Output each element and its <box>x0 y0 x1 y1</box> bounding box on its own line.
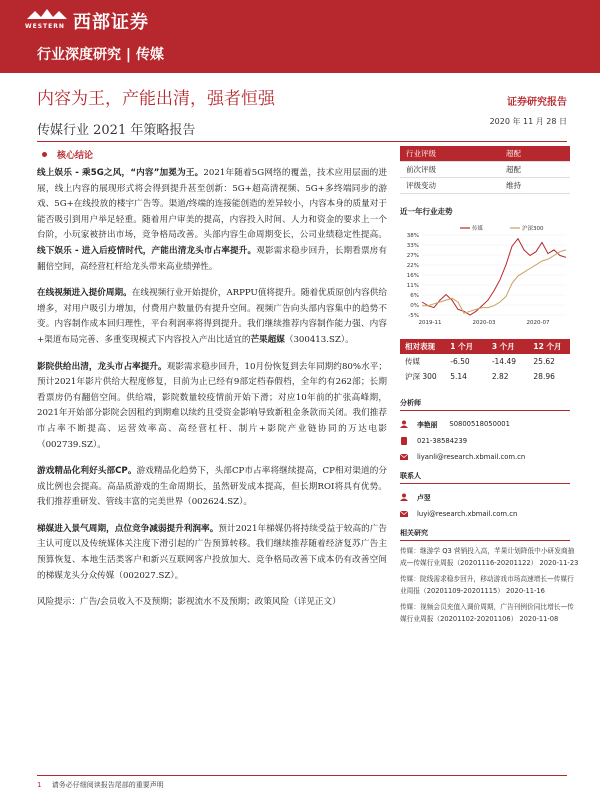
analyst-name: 李艳丽 <box>417 421 438 429</box>
related-divider <box>400 540 570 541</box>
report-category: 行业深度研究 | 传媒 <box>37 47 164 63</box>
related-report-item[interactable]: 传媒：院线需求稳步回升，移动游戏市场高速增长—传媒行业周报（20201109-20201115） 2020-11-16 <box>400 575 574 595</box>
brand-logo <box>25 7 185 33</box>
core-heading: 核心结论 <box>37 148 387 161</box>
bullet-icon <box>42 152 47 157</box>
legend-label: 沪深300 <box>522 226 544 232</box>
report-subtitle: 传媒行业 2021 年策略报告 <box>37 123 196 138</box>
contact-name: 卢翌 <box>417 494 431 502</box>
paragraph-online-video: 在线视频进入提价周期。在线视频行业开始提价，ARPPU值将提升。随着优质原创内容供给增多，对用户吸引力增加，付费用户数量仍有提升空间。视频广告向头部内容集中的趋势不变。内容制作成本回归理性，平台利润率将得到提升。我们继续推荐内容制作能力强、内容+渠道布局完善、多重变现模式下内容投入产出比适宜的芒果超媒（300413.SZ）。 <box>37 288 387 345</box>
report-date: 2020 年 11 月 28 日 <box>489 117 567 126</box>
paragraph-online-entertainment: 线上娱乐 - 乘5G之风，“内容”加冕为王。2021年随着5G网络的覆盖，技术应用层面的进展，线上内容的展现形式将会得到提升甚至创新：5G+超高清视频、5G+多终端同步的游戏、5G+在线投放的楼宇广告等。渠道/终端的连接能创造的差异较小，内容本身的质量对于能否吸引到用户举足轻重。随着用户审美的提高，内容投入时间、人力和资金的要求上一个台阶，小玩家被挤出市场，竞争格局改善。头部内容生命周期变长，公司业绩稳定性提高。线下娱乐 - 进入后疫情时代，产能出清龙头市占率提升。观影需求稳步回升，长期看票房有翻倍空间，高经营杠杆给龙头带来高业绩弹性。 <box>37 168 387 272</box>
trend-heading: 近一年行业走势 <box>400 207 453 216</box>
contact-heading: 联系人 <box>400 472 421 480</box>
contact-divider <box>400 483 570 484</box>
rating-row: 评级变动 维持 <box>400 178 570 194</box>
rating-row: 行业评级 超配 <box>400 146 570 162</box>
x-tick-label: 2020-03 <box>472 320 496 326</box>
footer <box>37 780 164 790</box>
performance-header-row: 相对表现 1 个月 3 个月 12 个月 <box>400 339 570 354</box>
table-row: 沪深 300 5.14 2.82 28.96 <box>405 372 555 381</box>
analyst-heading: 分析师 <box>400 399 421 407</box>
rating-table <box>400 146 570 194</box>
analyst-email[interactable]: liyanli@research.xbmail.com.cn <box>417 453 526 461</box>
header-bar <box>0 0 600 73</box>
person-icon <box>400 420 408 428</box>
series-line-0 <box>422 239 566 315</box>
analyst-phone-row <box>400 437 580 445</box>
related-report-item[interactable]: 传媒：继游学 Q3 营销投入高，芊果计划降低中小研发商抽成—传媒行业周报（20201116-20201122） 2020-11-23 <box>400 547 579 567</box>
risk-warning: 风险提示：广告/会员收入不及预期；影视流水不及预期；政策风险（详见正文） <box>37 597 341 608</box>
rating-row: 前次评级 超配 <box>400 162 570 178</box>
paragraph-elevator-media: 梯媒进入景气周期，点位竞争减弱提升利润率。预计2021年梯媒仍将持续受益于较高的广告主认可度以及传统媒体关注度下滑引起的广告预算转移。我们继续推荐随着经济复苏广告主预算恢复、本地生活类客户和新兴互联网客户投放加大、竞争格局改善下成本仍有改善空间的梯媒龙头分众传媒（002027.SZ）。 <box>37 523 387 581</box>
analyst-divider <box>400 410 570 411</box>
paragraph-games: 游戏精品化利好头部CP。游戏精品化趋势下，头部CP市占率将继续提高，CP相对渠道的分成比例也会提高。高品质游戏的生命周期长，虽然研发成本提高，但长期ROI将具有优势。我们推荐重研发、管线丰富的完美世界（002624.SZ）。 <box>37 466 387 508</box>
x-tick-label: 2020-07 <box>526 320 550 326</box>
paragraph-cinema: 影院供给出清，龙头市占率提升。观影需求稳步回升，10月份恢复到去年同期约80%水平；预计2021年影片供给大程度修复，目前为止已经有9部定档春假档，全年约有262部；长期看票房仍有翻倍空间。供给端，影院数量较疫情前开始下滑；对应10年前的扩张高峰期，2021年开始部分影院会因租约到期难以续约且受资金影响导致新租金条款而关闭。我们推荐市占率不断提高、运营效率高、高经营杠杆、制片+影院产业链协同的万达电影（002739.SZ）。 <box>37 361 387 450</box>
brand-english: WESTERN <box>25 23 65 30</box>
analyst-name-row <box>400 419 580 429</box>
footer-divider <box>37 775 567 776</box>
y-tick-label: 33% <box>406 243 419 249</box>
report-title: 内容为王，产能出清，强者恒强 <box>37 89 275 109</box>
related-report-item[interactable]: 传媒：视频会员充值入调价周期，广告刊例价同比增长—传媒行业周报（20201102-20201106） 2020-11-08 <box>400 603 574 623</box>
email-icon <box>400 453 408 461</box>
trend-chart <box>400 223 570 327</box>
x-tick-label: 2019-11 <box>418 320 442 326</box>
disclaimer-note: 请务必仔细阅读报告尾部的重要声明 <box>51 781 164 789</box>
report-type: 证券研究报告 <box>507 97 567 108</box>
y-tick-label: 0% <box>410 303 419 309</box>
contact-name-row <box>400 492 580 502</box>
phone-icon <box>400 437 408 445</box>
brand-chinese: 西部证券 <box>73 12 149 33</box>
table-row: 传媒 -6.50 -14.49 25.62 <box>405 357 555 366</box>
analyst-phone: 021-38584239 <box>417 437 468 445</box>
series-line-1 <box>422 250 566 313</box>
contact-email-row <box>400 510 580 518</box>
performance-table <box>400 339 570 384</box>
sidebar <box>400 146 580 625</box>
person-icon <box>400 493 408 501</box>
y-tick-label: -5% <box>408 313 419 319</box>
page-number: 1 <box>37 781 42 789</box>
analyst-email-row <box>400 453 580 461</box>
title-divider <box>37 141 567 142</box>
y-tick-label: 11% <box>406 283 419 289</box>
core-conclusions <box>37 146 387 610</box>
analyst-license: S0800518050001 <box>449 420 510 428</box>
y-tick-label: 6% <box>410 293 419 299</box>
contact-email[interactable]: luyi@research.xbmail.com.cn <box>417 510 518 518</box>
y-tick-label: 38% <box>406 233 419 239</box>
legend-label: 传媒 <box>472 226 484 232</box>
y-tick-label: 22% <box>406 263 419 269</box>
y-tick-label: 27% <box>406 253 419 259</box>
related-heading: 相关研究 <box>400 529 428 537</box>
email-icon <box>400 510 408 518</box>
y-tick-label: 16% <box>406 273 419 279</box>
